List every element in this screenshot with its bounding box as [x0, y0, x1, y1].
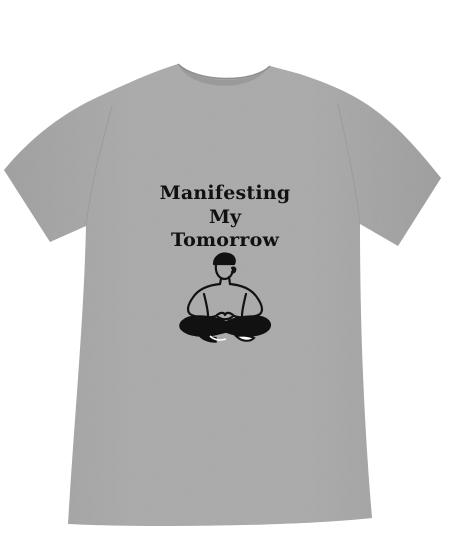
print-text-line-2: My: [208, 206, 242, 228]
meditating-person-icon: [170, 250, 280, 350]
print-text-line-1: Manifesting: [159, 182, 291, 204]
print-text-line-3: Tomorrow: [170, 229, 280, 251]
